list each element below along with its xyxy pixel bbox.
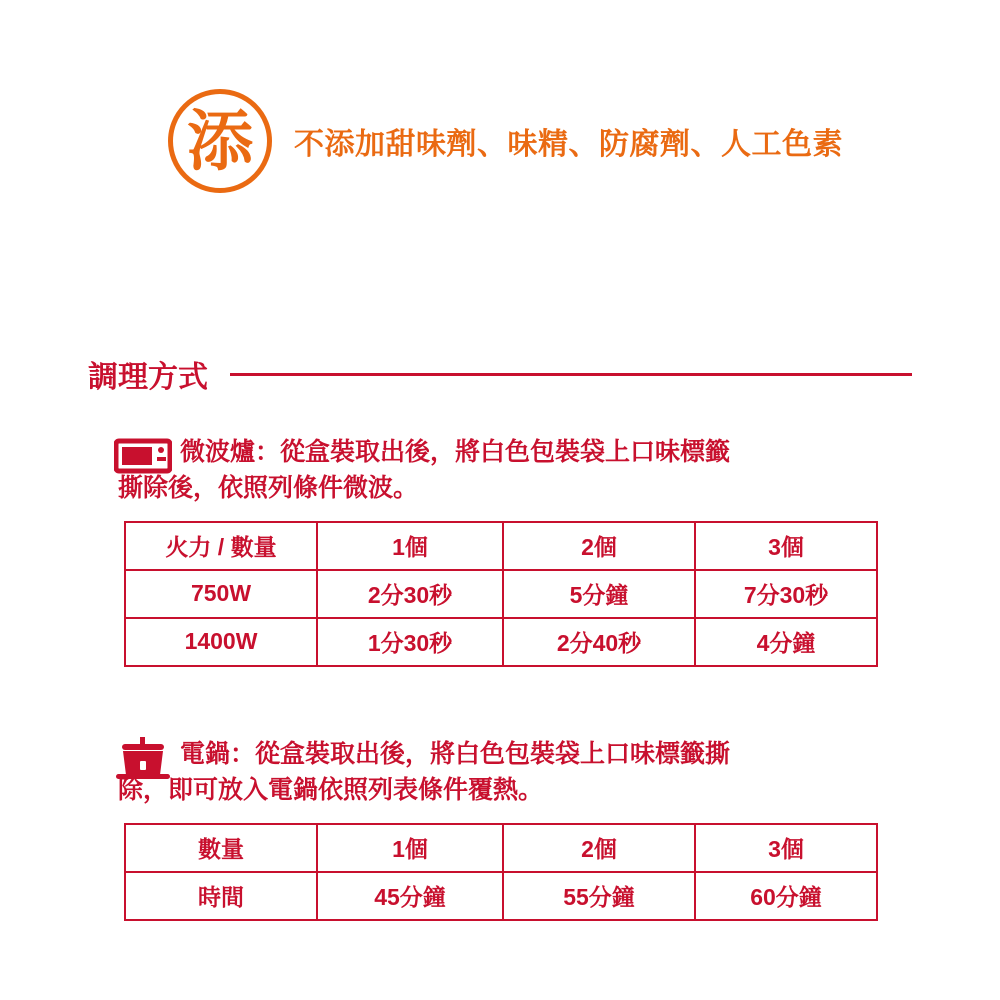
table-row	[125, 618, 877, 666]
table-header-cell: 數量	[125, 824, 317, 872]
table-header-cell: 1個	[317, 522, 503, 570]
table-row	[125, 522, 877, 570]
table-row	[125, 824, 877, 872]
rice-cooker-method-block	[114, 736, 884, 921]
table-header-cell: 3個	[695, 824, 877, 872]
microwave-instruction	[114, 434, 884, 507]
table-cell: 2分40秒	[503, 618, 695, 666]
table-cell: 7分30秒	[695, 570, 877, 618]
table-cell: 1分30秒	[317, 618, 503, 666]
table-cell: 750W	[125, 570, 317, 618]
heading-rule	[230, 373, 912, 376]
seal-character: 添	[187, 104, 253, 178]
table-cell: 60分鐘	[695, 872, 877, 920]
rice-cooker-instruction-text	[118, 736, 731, 809]
table-header-cell: 火力 / 數量	[125, 522, 317, 570]
microwave-instruction-text	[118, 434, 731, 507]
microwave-instruction-line1: 微波爐：從盒裝取出後，將白色包裝袋上口味標籤	[180, 438, 731, 466]
table-header-cell: 2個	[503, 824, 695, 872]
table-cell: 2分30秒	[317, 570, 503, 618]
microwave-instruction-line2: 撕除後，依照列條件微波。	[118, 474, 419, 503]
microwave-method-block	[114, 434, 884, 667]
table-row	[125, 570, 877, 618]
table-cell: 45分鐘	[317, 872, 503, 920]
cooking-method-heading	[88, 352, 912, 396]
rice-cooker-instruction-line2: 除，即可放入電鍋依照列表條件覆熱。	[118, 776, 544, 805]
table-cell: 4分鐘	[695, 618, 877, 666]
table-header-cell: 2個	[503, 522, 695, 570]
table-cell: 時間	[125, 872, 317, 920]
rice-cooker-instruction-line1: 電鍋：從盒裝取出後，將白色包裝袋上口味標籤撕	[180, 740, 731, 768]
microwave-table	[124, 521, 878, 667]
table-cell: 5分鐘	[503, 570, 695, 618]
no-additives-text: 不添加甜味劑、味精、防腐劑、人工色素	[294, 128, 843, 161]
table-header-cell: 1個	[317, 824, 503, 872]
section-title: 調理方式	[88, 361, 208, 394]
rice-cooker-table	[124, 823, 878, 921]
table-row	[125, 872, 877, 920]
table-cell: 1400W	[125, 618, 317, 666]
rice-cooker-instruction	[114, 736, 884, 809]
table-cell: 55分鐘	[503, 872, 695, 920]
table-header-cell: 3個	[695, 522, 877, 570]
no-additives-seal-icon	[168, 89, 272, 193]
no-additives-banner	[0, 86, 1000, 196]
